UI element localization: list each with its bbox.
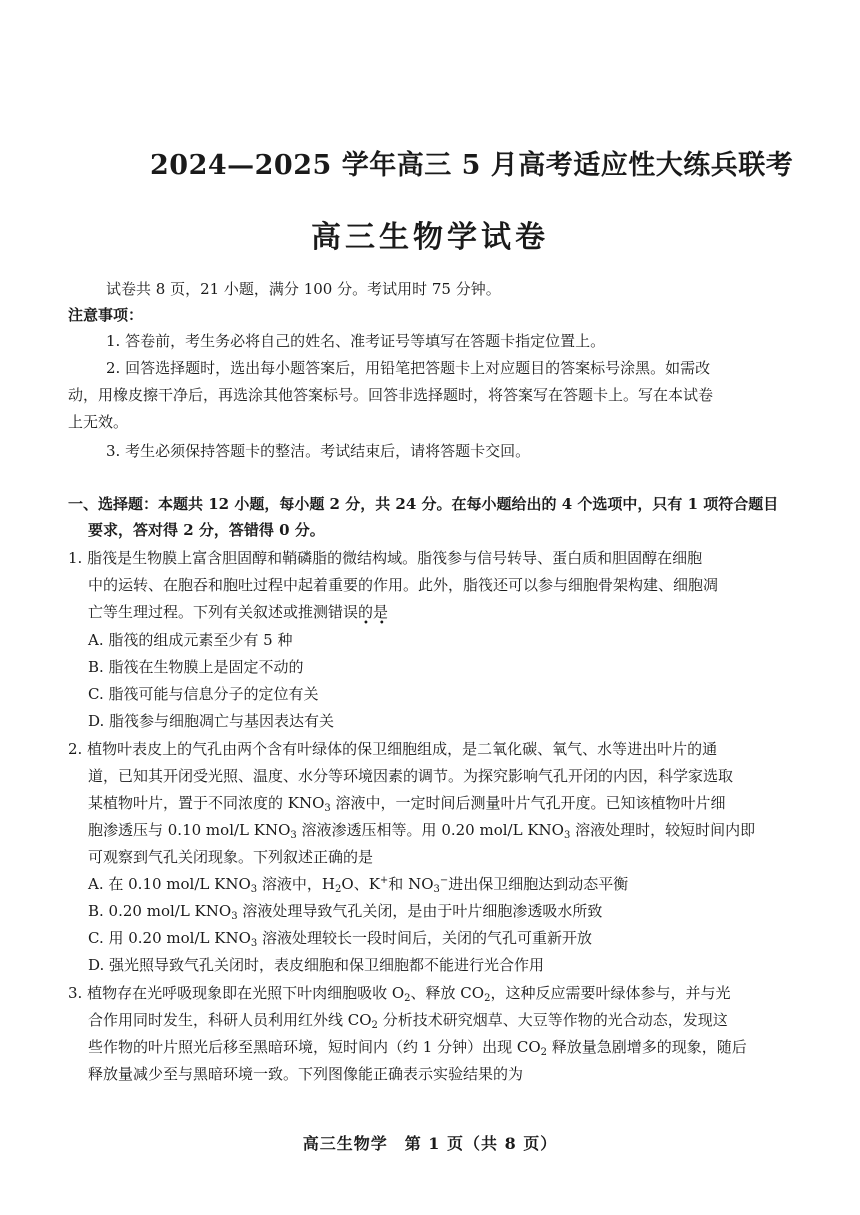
paper-title: 高三生物学试卷 bbox=[311, 220, 549, 255]
q3-stem-line-3 bbox=[88, 1037, 747, 1057]
subscript: 2 bbox=[404, 993, 411, 1004]
subscript: 3 bbox=[324, 803, 331, 814]
option-text: B. 0.20 mol/L KNO bbox=[88, 902, 232, 920]
superscript: − bbox=[439, 875, 449, 886]
subscript: 3 bbox=[231, 911, 238, 922]
subscript: 3 bbox=[290, 830, 297, 841]
subscript: 3 bbox=[433, 884, 440, 895]
option-text: 溶液处理导致气孔关闭，是由于叶片细胞渗透吸水所致 bbox=[237, 902, 603, 920]
q2-stem-line-5: 可观察到气孔关闭现象。下列叙述正确的是 bbox=[88, 848, 374, 866]
option-text: C. 用 0.20 mol/L KNO bbox=[88, 929, 251, 947]
q2-stem-line-4 bbox=[88, 820, 755, 840]
section-heading-line-2: 要求，答对得 2 分，答错得 0 分。 bbox=[88, 521, 325, 539]
q2-option-b bbox=[88, 901, 602, 921]
q1-option-a: A. 脂筏的组成元素至少有 5 种 bbox=[88, 631, 293, 649]
q1-stem-line-3: 亡等生理过程。下列有关叙述或推测错误的是 bbox=[88, 603, 389, 621]
q2-stem-text: 溶液处理时，较短时间内即 bbox=[570, 821, 756, 839]
q3-stem-text: 、释放 CO bbox=[410, 984, 485, 1002]
option-text: 和 NO bbox=[388, 875, 434, 893]
exam-title: 2024—2025 学年高三 5 月高考适应性大练兵联考 bbox=[150, 150, 794, 181]
q2-stem-line-3 bbox=[88, 793, 726, 813]
option-text: 溶液中，H bbox=[257, 875, 336, 893]
q2-stem-text: 某植物叶片，置于不同浓度的 KNO bbox=[88, 794, 325, 812]
q2-option-c bbox=[88, 928, 592, 948]
notice-item-1: 1. 答卷前，考生务必将自己的姓名、准考证号等填写在答题卡指定位置上。 bbox=[106, 332, 606, 350]
q3-stem-text: 3. 植物存在光呼吸现象即在光照下叶肉细胞吸收 O bbox=[68, 984, 405, 1002]
q1-option-b: B. 脂筏在生物膜上是固定不动的 bbox=[88, 658, 304, 676]
page-footer: 高三生物学 第 1 页（共 8 页） bbox=[302, 1134, 558, 1153]
subscript: 2 bbox=[371, 1020, 378, 1031]
q2-stem-line-1: 2. 植物叶表皮上的气孔由两个含有叶绿体的保卫细胞组成，是二氧化碳、氧气、水等进出叶片的通 bbox=[68, 740, 718, 758]
emphasis-dots: • • bbox=[363, 618, 385, 629]
q3-stem-text: 释放量急剧增多的现象，随后 bbox=[547, 1038, 747, 1056]
subscript: 3 bbox=[250, 884, 258, 895]
option-text: A. 在 0.10 mol/L KNO bbox=[88, 875, 251, 893]
subscript: 3 bbox=[563, 830, 571, 841]
q3-stem-text: 合作用同时发生，科研人员利用红外线 CO bbox=[88, 1011, 372, 1029]
section-heading-line-1: 一、选择题：本题共 12 小题，每小题 2 分，共 24 分。在每小题给出的 4 个选项中，只有 1 项符合题目 bbox=[68, 495, 779, 513]
subscript: 3 bbox=[250, 938, 258, 949]
notice-heading: 注意事项： bbox=[68, 306, 144, 324]
q2-stem-text: 溶液中，一定时间后测量叶片气孔开度。已知该植物叶片细 bbox=[330, 794, 726, 812]
q3-stem-text: ，这种反应需要叶绿体参与，并与光 bbox=[490, 984, 731, 1002]
q2-option-a bbox=[88, 874, 628, 894]
q3-stem-text: 些作物的叶片照光后移至黑暗环境，短时间内（约 1 分钟）出现 CO bbox=[88, 1038, 541, 1056]
q2-stem-text: 胞渗透压与 0.10 mol/L KNO bbox=[88, 821, 291, 839]
option-text: 溶液处理较长一段时间后，关闭的气孔可重新开放 bbox=[257, 929, 593, 947]
q1-option-c: C. 脂筏可能与信息分子的定位有关 bbox=[88, 685, 319, 703]
notice-item-2-line-1: 2. 回答选择题时，选出每小题答案后，用铅笔把答题卡上对应题目的答案标号涂黑。如需改 bbox=[106, 359, 711, 377]
q1-stem-line-2: 中的运转、在胞吞和胞吐过程中起着重要的作用。此外，脂筏还可以参与细胞骨架构建、细胞凋 bbox=[88, 576, 719, 594]
notice-item-2-line-2: 动，用橡皮擦干净后，再选涂其他答案标号。回答非选择题时，将答案写在答题卡上。写在本试卷 bbox=[68, 386, 714, 404]
subscript: 2 bbox=[540, 1047, 547, 1058]
option-text: O、K bbox=[341, 875, 380, 893]
q3-stem-line-2 bbox=[88, 1010, 728, 1030]
q2-stem-line-2: 道，已知其开闭受光照、温度、水分等环境因素的调节。为探究影响气孔开闭的内因，科学家选取 bbox=[88, 767, 734, 785]
q3-stem-line-1 bbox=[68, 983, 730, 1003]
q3-stem-line-4: 释放量减少至与黑暗环境一致。下列图像能正确表示实验结果的为 bbox=[88, 1065, 524, 1083]
subscript: 2 bbox=[484, 993, 491, 1004]
option-text: 进出保卫细胞达到动态平衡 bbox=[448, 875, 629, 893]
q2-option-d: D. 强光照导致气孔关闭时，表皮细胞和保卫细胞都不能进行光合作用 bbox=[88, 956, 545, 974]
q2-stem-text: 溶液渗透压相等。用 0.20 mol/L KNO bbox=[296, 821, 564, 839]
subscript: 2 bbox=[335, 884, 342, 895]
exam-info: 试卷共 8 页，21 小题，满分 100 分。考试用时 75 分钟。 bbox=[106, 280, 501, 298]
notice-item-3: 3. 考生必须保持答题卡的整洁。考试结束后，请将答题卡交回。 bbox=[106, 442, 531, 460]
notice-item-2-line-3: 上无效。 bbox=[68, 413, 129, 431]
q1-stem-line-1: 1. 脂筏是生物膜上富含胆固醇和鞘磷脂的微结构域。脂筏参与信号转导、蛋白质和胆固醇在细胞 bbox=[68, 549, 703, 567]
q3-stem-text: 分析技术研究烟草、大豆等作物的光合动态，发现这 bbox=[377, 1011, 728, 1029]
superscript: + bbox=[379, 875, 389, 886]
q1-option-d: D. 脂筏参与细胞凋亡与基因表达有关 bbox=[88, 712, 335, 730]
